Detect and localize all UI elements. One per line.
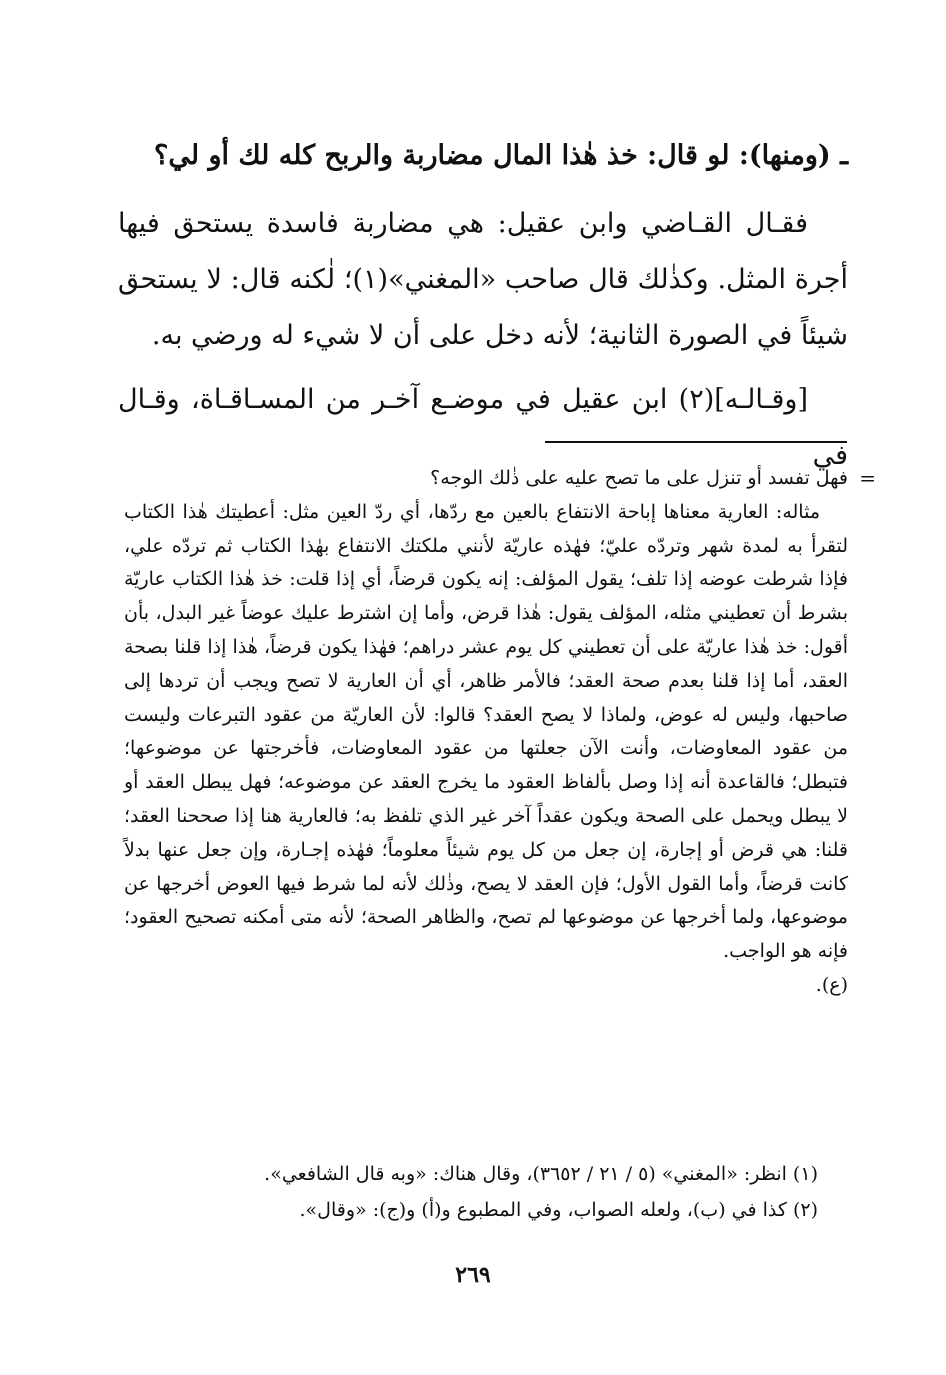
continuation-mark: =	[859, 466, 876, 490]
commentary-body: مثاله: العارية معناها إباحة الانتفاع بالعين مع ردّها، أي ردّ العين مثل: أعطيتك هٰذا الكتاب لتقرأ به لمدة شهر وتردّه عليّ؛ فهٰذه عاريّة لأنني ملكتك الانتفاع بهٰذا الكتاب ثم تردّه علي، فإذا شرطت عوضه إذا تلف؛ يقول المؤلف: إنه يكون قرضاً، أي إذا قلت: خذ هٰذا الكتاب عاريّة بشرط أن تعطيني مثله، المؤلف يقول: هٰذا قرض، وأما إن اشترط عليك عوضاً غير البدل، بأن أقول: خذ هٰذا عاريّة على أن تعطيني كل يوم عشر دراهم؛ فهٰذا يكون قرضاً، هٰذا إذا قلنا بصحة العقد، أما إذا قلنا بعدم صحة العقد؛ فالأمر ظاهر، أي أن العارية لا تصح ويجب أن تردها إلى صاحبها، وليس له عوض، ولماذا لا يصح العقد؟ قالوا: لأن العاريّة من عقود التبرعات وليست من عقود المعاوضات، وأنت الآن جعلتها من عقود المعاوضات، فأخرجتها عن موضوعها؛ فتبطل؛ فالقاعدة أنه إذا وصل بألفاظ العقود ما يخرج العقد عن موضوعه؛ فهل يبطل العقد أو لا يبطل ويحمل على الصحة ويكون عقداً آخر غير الذي تلفظ به؛ فالعارية هنا إذا صححنا العقد؛ قلنا: هي قرض أو إجارة، إن جعل من كل يوم شيئاً معلوماً؛ فهٰذه إجـارة، وإن جعل عنها بدلاً كانت قرضاً، وأما القول الأول؛ فإن العقد لا يصح، وذٰلك لأنه لما شرط فيها العوض أخرجها عن موضوعها، ولما أخرجها عن موضوعها لم تصح، والظاهر الصحة؛ لأنه متى أمكنه تصحيح العقود؛ فإنه هو الواجب.	[124, 500, 848, 963]
footnotes	[118, 1156, 818, 1228]
footnote-separator	[545, 441, 847, 443]
section-heading: ـ (ومنها): لو قال: خذ هٰذا المال مضاربة والربح كله لك أو لي؟	[154, 140, 848, 171]
commentary-question: فهل تفسد أو تنزل على ما تصح عليه على ذٰلك الوجه؟	[430, 467, 848, 489]
main-paragraph: فقـال القـاضي وابن عقيل: هي مضاربة فاسدة يستحق فيها أجرة المثل. وكذٰلك قال صاحب «المغني»(١)؛ لٰكنه قال: لا يستحق شيئاً في الصورة الثانية؛ لأنه دخل على أن لا شيء له ورضي به.	[118, 208, 849, 351]
commentary-note	[124, 462, 876, 1003]
commentary-signature: (ع).	[815, 973, 848, 996]
page-number: ٢٦٩	[455, 1262, 491, 1288]
footnote-item: (١) انظر: «المغني» (٥ / ٢١ / ٣٦٥٢)، وقال هناك: «وبه قال الشافعي».	[264, 1163, 818, 1185]
main-paragraph: [وقـالـه](٢) ابن عقيل في موضـع آخـر من المسـاقـاة، وقـال في	[118, 384, 848, 471]
commentary-first-line	[124, 462, 876, 496]
footnote-item: (٢) كذا في (ب)، ولعله الصواب، وفي المطبوع و(أ) و(ج): «وقال».	[299, 1199, 818, 1221]
